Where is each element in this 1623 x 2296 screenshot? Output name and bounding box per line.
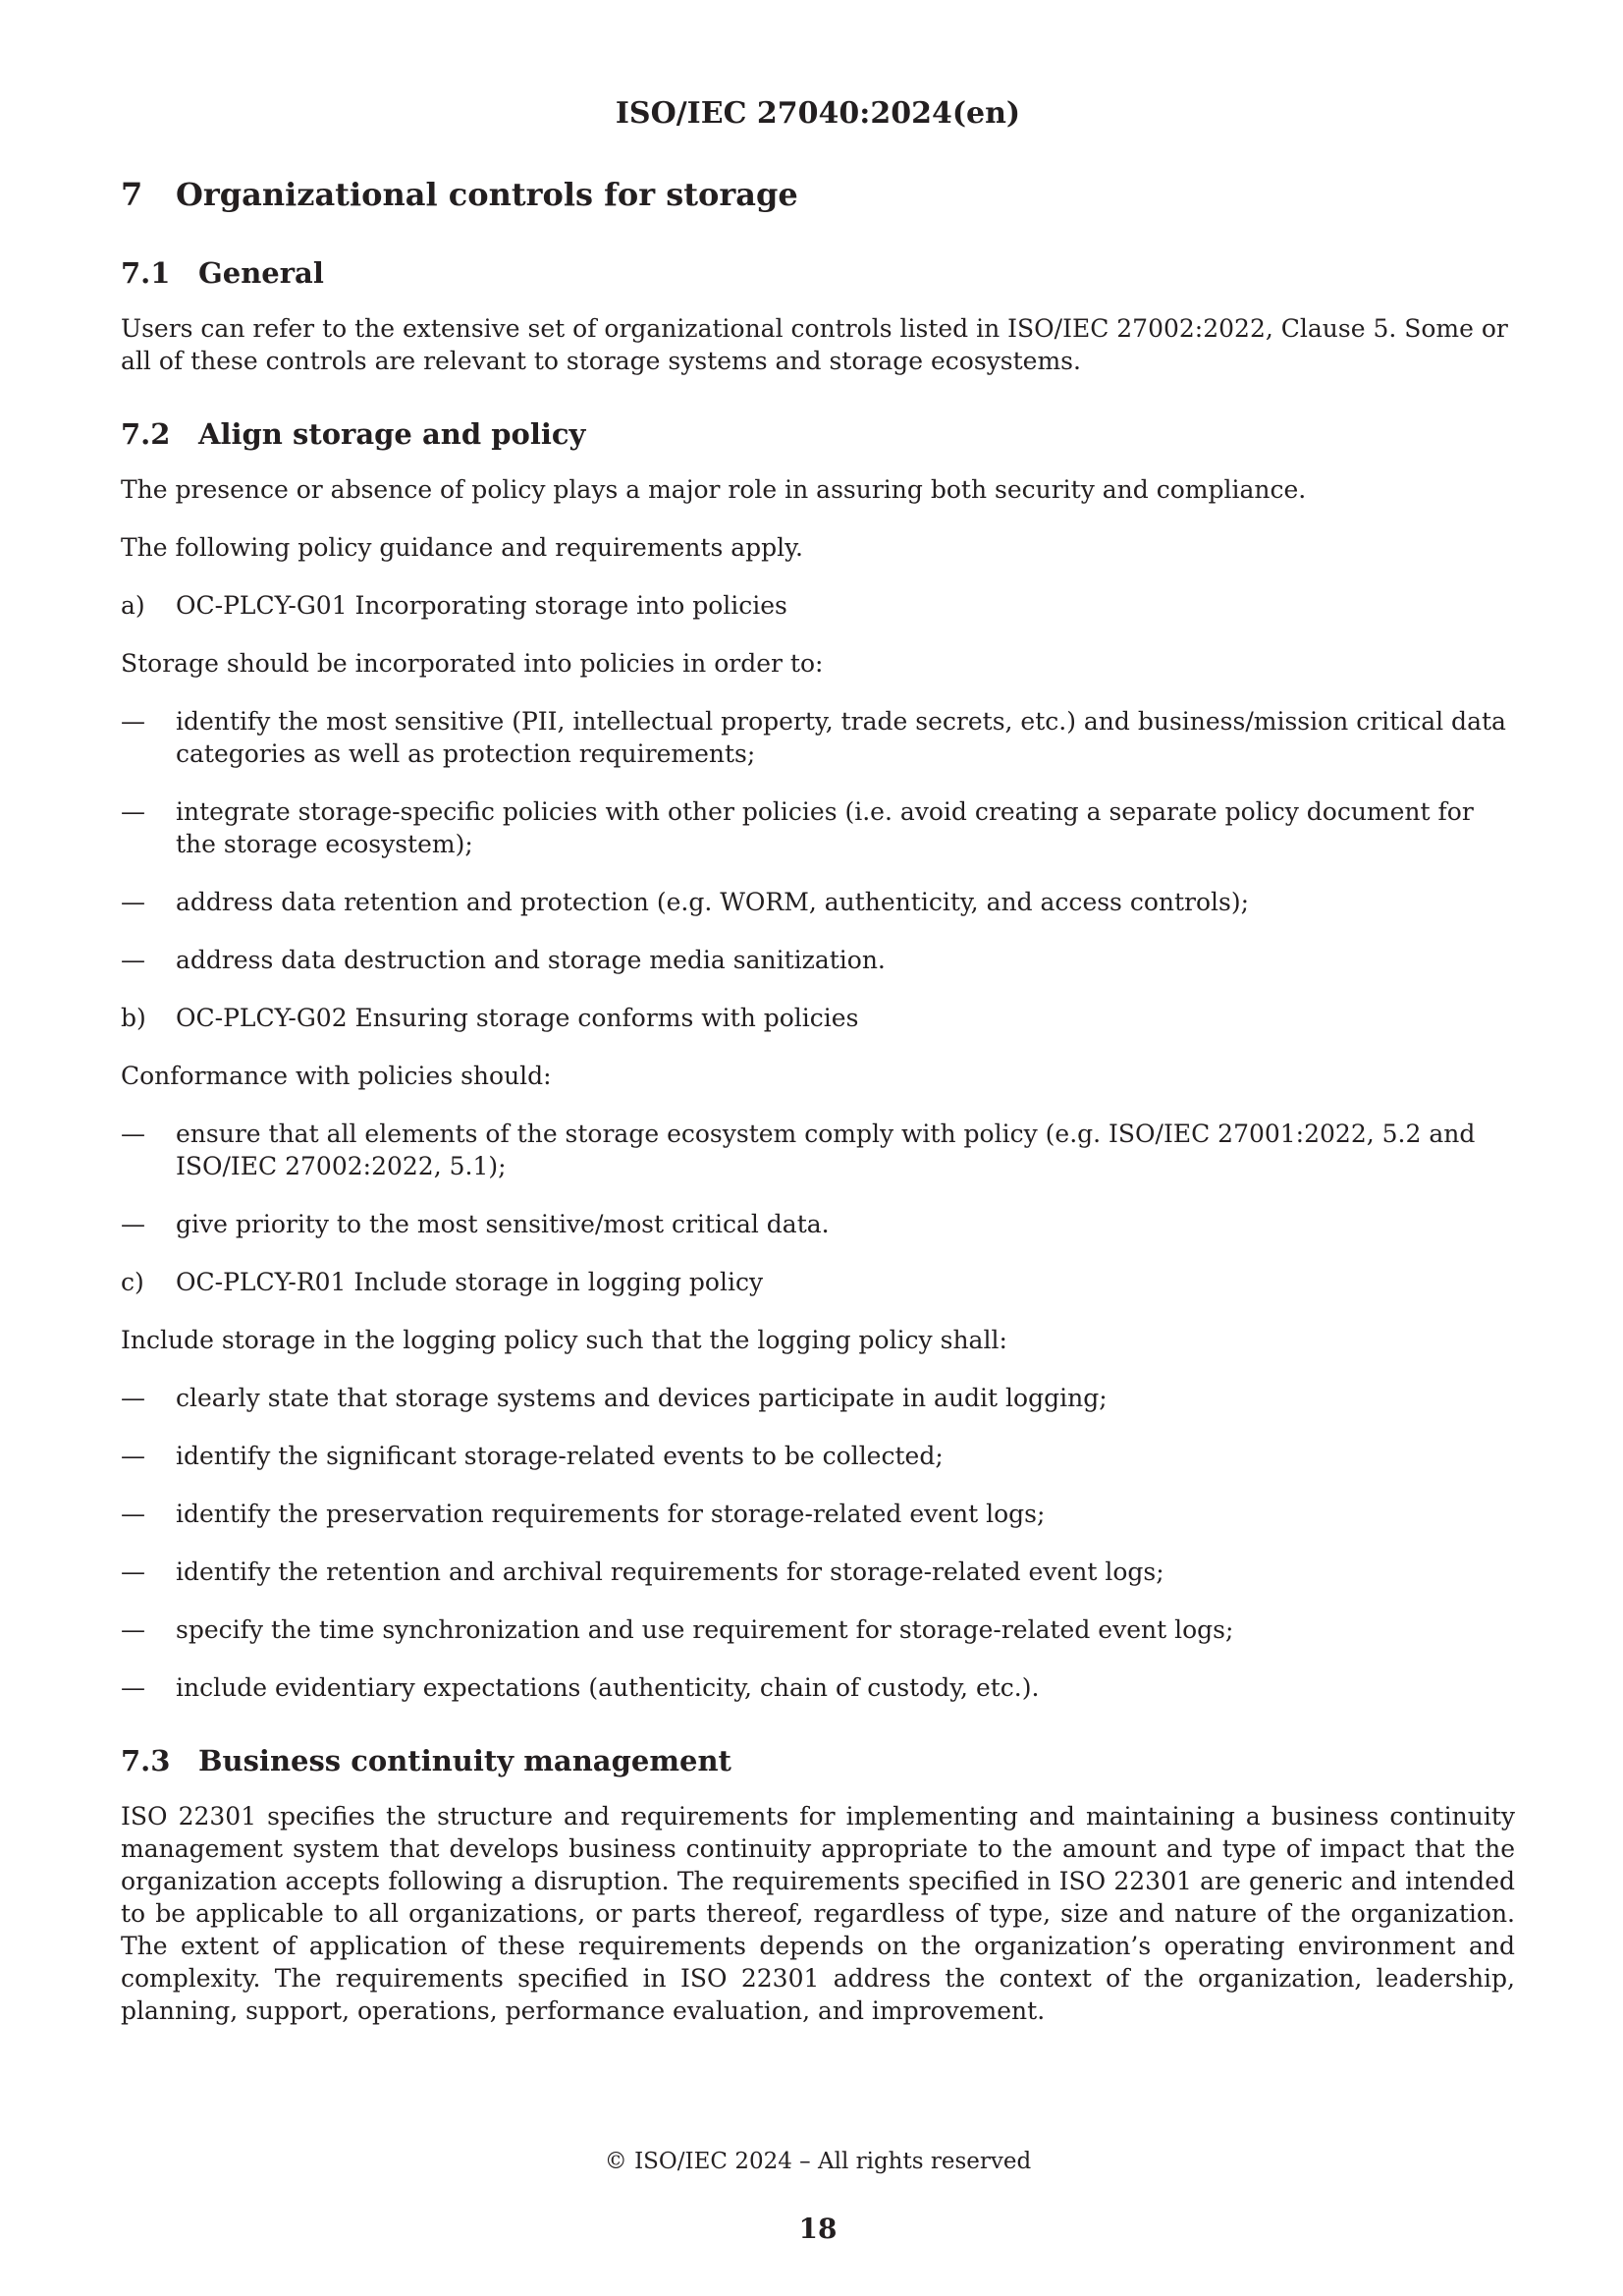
clause-title: Organizational controls for storage [176, 176, 798, 213]
dash-item-text: identify the significant storage-related events to be collected; [176, 1442, 944, 1470]
page-number: 18 [798, 2213, 838, 2245]
copyright-footer: © ISO/IEC 2024 – All rights reserved [604, 2149, 1032, 2174]
dash-item [121, 705, 1515, 770]
section-title: General [198, 256, 324, 290]
dash-item [121, 886, 1515, 918]
dash-item-text: identify the retention and archival requirements for storage-related event logs; [176, 1558, 1164, 1586]
dash-item-text: identify the preservation requirements for storage-related event logs; [176, 1500, 1046, 1528]
item-a-lead: Storage should be incorporated into policies in order to: [121, 649, 824, 678]
dash-item [121, 1382, 1515, 1414]
section-number: 7.2 [121, 417, 171, 451]
document-page [121, 0, 1515, 2296]
dash-marker: — [121, 1673, 145, 1702]
list-marker: b) [121, 1004, 146, 1032]
dash-marker: — [121, 1442, 145, 1470]
section-number: 7.3 [121, 1744, 171, 1777]
section-7-1-heading [121, 255, 1515, 291]
list-item-b [121, 1002, 1515, 1034]
list-item-label: OC-PLCY-G01 Incorporating storage into policies [176, 591, 787, 620]
list-marker: a) [121, 591, 145, 620]
section-7-2-intro-2: The following policy guidance and requirements apply. [121, 533, 803, 562]
dash-item [121, 1118, 1515, 1182]
section-7-3-heading [121, 1743, 1515, 1778]
dash-marker: — [121, 1500, 145, 1528]
dash-marker: — [121, 1210, 145, 1238]
section-7-3-paragraph: ISO 22301 specifies the structure and requirements for implementing and maintaining a business continuity management system that develops business continuity appropriate to the amount and type of impact that the organization accepts following a disruption. The requirements specified in ISO 22301 are generic and intended to be applicable to all organizations, or parts thereof, regardless of type, size and nature of the organization. The extent of application of these requirements depends on the organization’s operating environment and complexity. The requirements specified in ISO 22301 address the context of the organization, leadership, planning, support, operations, performance evaluation, and improvement. [121, 1802, 1515, 2025]
dash-marker: — [121, 946, 145, 974]
section-number: 7.1 [121, 256, 171, 290]
page-content [121, 175, 1515, 2052]
clause-number: 7 [121, 176, 143, 213]
dash-item [121, 795, 1515, 860]
dash-item [121, 1613, 1515, 1646]
dash-item-text: ensure that all elements of the storage ecosystem comply with policy (e.g. ISO/IEC 27001:2022, 5.2 and ISO/IEC 27002:2022, 5.1); [176, 1120, 1476, 1180]
clause-7-heading [121, 175, 1515, 214]
section-7-2-intro-1: The presence or absence of policy plays a major role in assuring both security and compliance. [121, 475, 1307, 504]
dash-item-text: address data retention and protection (e.g. WORM, authenticity, and access controls); [176, 888, 1250, 916]
dash-marker: — [121, 888, 145, 916]
dash-item [121, 1556, 1515, 1588]
dash-item [121, 1440, 1515, 1472]
dash-item-text: specify the time synchronization and use requirement for storage-related event logs; [176, 1615, 1234, 1644]
list-marker: c) [121, 1268, 144, 1296]
dash-item-text: include evidentiary expectations (authenticity, chain of custody, etc.). [176, 1673, 1040, 1702]
dash-item-text: integrate storage-specific policies with other policies (i.e. avoid creating a separate policy document for the storage ecosystem); [176, 797, 1474, 858]
list-item-a [121, 589, 1515, 622]
dash-marker: — [121, 1120, 145, 1148]
dash-marker: — [121, 1384, 145, 1412]
section-7-1-paragraph: Users can refer to the extensive set of organizational controls listed in ISO/IEC 27002:2022, Clause 5. Some or all of these controls are relevant to storage systems and storage ecosystems. [121, 314, 1508, 375]
document-id-header: ISO/IEC 27040:2024(en) [615, 96, 1021, 131]
dash-item-text: identify the most sensitive (PII, intellectual property, trade secrets, etc.) and business/mission critical data categories as well as protection requirements; [176, 707, 1506, 768]
dash-marker: — [121, 1558, 145, 1586]
dash-item-text: clearly state that storage systems and devices participate in audit logging; [176, 1384, 1108, 1412]
dash-marker: — [121, 797, 145, 826]
dash-item [121, 1208, 1515, 1240]
section-7-2-heading [121, 416, 1515, 452]
item-c-lead: Include storage in the logging policy such that the logging policy shall: [121, 1326, 1007, 1354]
dash-item [121, 944, 1515, 976]
section-title: Align storage and policy [198, 417, 586, 451]
dash-marker: — [121, 1615, 145, 1644]
dash-item [121, 1671, 1515, 1704]
dash-marker: — [121, 707, 145, 736]
dash-item-text: give priority to the most sensitive/most critical data. [176, 1210, 830, 1238]
list-item-label: OC-PLCY-G02 Ensuring storage conforms with policies [176, 1004, 859, 1032]
item-b-lead: Conformance with policies should: [121, 1062, 552, 1090]
section-title: Business continuity management [198, 1744, 731, 1777]
dash-item [121, 1498, 1515, 1530]
list-item-c [121, 1266, 1515, 1298]
list-item-label: OC-PLCY-R01 Include storage in logging policy [176, 1268, 764, 1296]
dash-item-text: address data destruction and storage media sanitization. [176, 946, 886, 974]
